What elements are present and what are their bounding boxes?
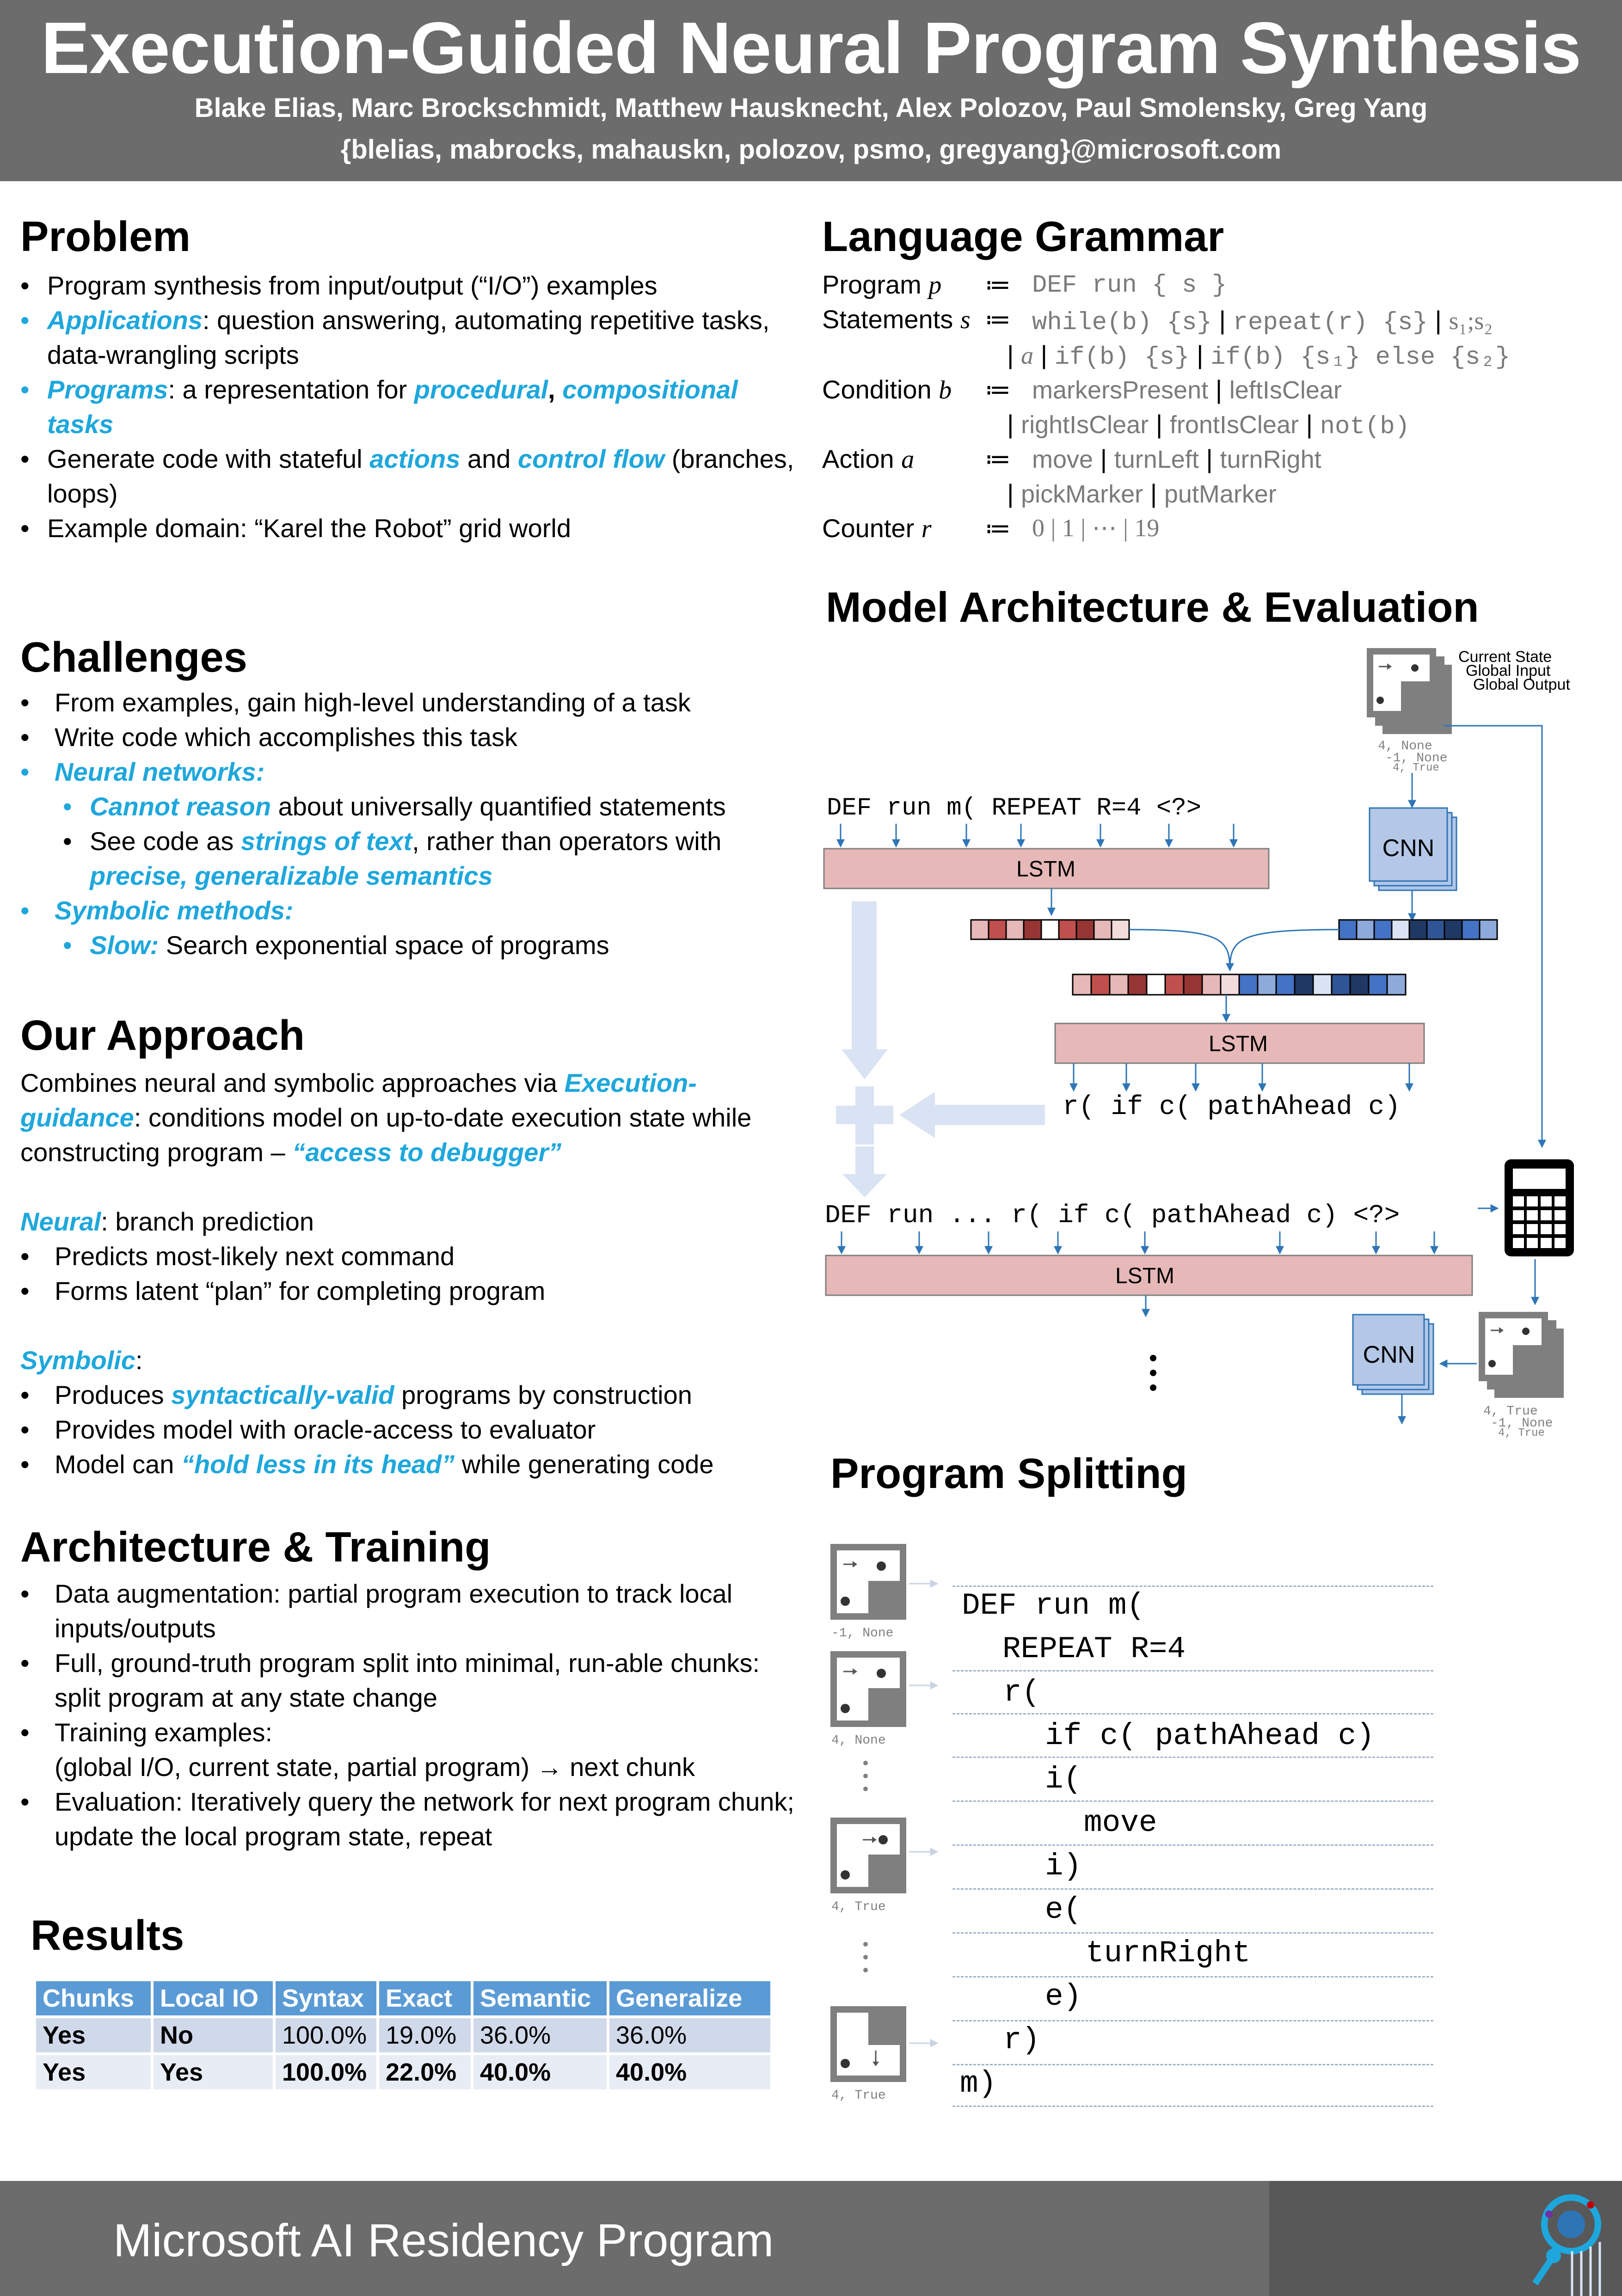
training-section xyxy=(20,1576,802,1854)
table-cell: 40.0% xyxy=(609,2055,770,2089)
split-divider xyxy=(952,2106,1433,2107)
state-grid xyxy=(830,1651,906,1727)
grammar-rule-action-1: move | turnLeft | turnRight xyxy=(1032,444,1321,473)
grammar-label-condition: Condition b xyxy=(822,375,952,404)
challenges-heading: Challenges xyxy=(20,634,247,681)
split-code-line: i) xyxy=(1045,1849,1082,1884)
table-cell: 22.0% xyxy=(379,2055,471,2089)
split-divider xyxy=(952,2020,1433,2021)
output-tokens: r( if c( pathAhead c) xyxy=(1063,1092,1401,1122)
split-code-line: move xyxy=(1084,1806,1157,1840)
split-divider xyxy=(952,1844,1433,1846)
list-item: • Neural networks: xyxy=(20,757,265,786)
table-cell: 19.0% xyxy=(379,2018,471,2052)
state-label: 4, True xyxy=(1483,1404,1538,1419)
label-global-input: Global Input xyxy=(1466,662,1551,680)
split-divider xyxy=(952,1586,1433,1587)
training-heading: Architecture & Training xyxy=(20,1524,491,1571)
code-line-2: DEF run ... r( if c( pathAhead c) <?> xyxy=(825,1200,1400,1230)
table-cell: 100.0% xyxy=(276,2018,376,2052)
table-header: Semantic xyxy=(473,1981,607,2015)
table-header: Exact xyxy=(379,1981,471,2015)
table-cell: Yes xyxy=(36,2018,151,2052)
split-divider xyxy=(952,1932,1433,1934)
split-code-line: i( xyxy=(1045,1762,1082,1797)
table-row xyxy=(36,2018,770,2052)
header-banner xyxy=(0,0,1622,181)
blue-embedding-vector xyxy=(1339,920,1497,939)
approach-heading: Our Approach xyxy=(20,1012,305,1059)
grammar-assign: ≔ xyxy=(985,375,1011,404)
input-arrows-1 xyxy=(841,824,1234,846)
symbolic-label: Symbolic: xyxy=(20,1346,143,1375)
split-divider xyxy=(952,1800,1433,1802)
big-arrow-down-2 xyxy=(842,1146,887,1197)
grammar-label-program: Program p xyxy=(822,270,942,300)
list-item: • Applications: question answering, automating repetitive tasks, data-wrangling scripts xyxy=(20,306,770,369)
list-item: • Generate code with stateful actions and control flow (branches, loops) xyxy=(20,444,794,508)
table-cell: 100.0% xyxy=(276,2055,376,2089)
list-item: • Model can “hold less in its head” while generating code xyxy=(20,1450,714,1479)
state-label: 4, True xyxy=(831,2088,886,2103)
split-divider xyxy=(952,1976,1433,1978)
split-divider xyxy=(952,1670,1433,1671)
grammar-rule-action-2: | pickMarker | putMarker xyxy=(1007,479,1277,508)
grammar-rule-counter: 0 | 1 | ⋯ | 19 xyxy=(1032,514,1160,542)
table-cell: Yes xyxy=(36,2055,151,2089)
split-divider xyxy=(952,1713,1433,1714)
list-item: • Forms latent “plan” for completing program xyxy=(20,1276,546,1305)
grammar-block xyxy=(822,267,1608,554)
footer-text: Microsoft AI Residency Program xyxy=(113,2215,774,2266)
poster-title: Execution-Guided Neural Program Synthesis xyxy=(41,7,1581,89)
state-grid-stack-bottom xyxy=(1479,1312,1564,1398)
input-arrows-2 xyxy=(842,1231,1434,1253)
state-label: 4, True xyxy=(1498,1427,1545,1439)
table-cell: 40.0% xyxy=(473,2055,607,2089)
grammar-rule-statements-1: while(b) {s} | repeat(r) {s} | s₁;s₂ xyxy=(1032,306,1493,337)
grammar-label-counter: Counter r xyxy=(822,514,932,543)
grammar-rule-condition-1: markersPresent | leftIsClear xyxy=(1032,375,1342,404)
grammar-rule-program: DEF run { s } xyxy=(1032,271,1227,300)
state-label: -1, None xyxy=(1491,1416,1553,1431)
big-arrow-down xyxy=(842,901,888,1079)
calculator-icon xyxy=(1505,1159,1574,1256)
split-code-line: e( xyxy=(1045,1892,1082,1927)
table-header: Local IO xyxy=(154,1981,273,2015)
results-table xyxy=(33,1978,773,2092)
list-item: • Training examples: (global I/O, current state, partial program) → next chunk xyxy=(20,1718,695,1782)
table-header: Generalize xyxy=(609,1981,770,2015)
author-list: Blake Elias, Marc Brockschmidt, Matthew Hausknecht, Alex Polozov, Paul Smolensky, Greg Yang xyxy=(194,93,1428,123)
list-item: • Program synthesis from input/output (“I/O”) examples xyxy=(20,271,657,300)
split-code-line: turnRight xyxy=(1086,1936,1251,1971)
table-row xyxy=(36,2055,770,2089)
challenges-section xyxy=(20,685,806,962)
list-item: • Symbolic methods: xyxy=(20,896,294,925)
lstm-label: LSTM xyxy=(1115,1264,1175,1288)
list-item: • Programs: a representation for procedural, compositional tasks xyxy=(20,375,738,439)
state-label: -1, None xyxy=(831,1626,894,1641)
split-state-grids xyxy=(828,1544,957,2117)
output-arrows xyxy=(1074,1063,1409,1090)
table-cell: 36.0% xyxy=(473,2018,607,2052)
table-header-row xyxy=(36,1981,770,2015)
table-header: Chunks xyxy=(36,1981,151,2015)
grammar-rule-condition-2: | rightIsClear | frontIsClear | not(b) xyxy=(1007,410,1410,441)
cnn-label: CNN xyxy=(1363,1341,1415,1368)
grammar-rule-statements-2: | a | if(b) {s} | if(b) {s₁} else {s₂} xyxy=(1007,340,1511,372)
list-item: • Provides model with oracle-access to evaluator xyxy=(20,1415,596,1444)
table-header: Syntax xyxy=(276,1981,376,2015)
list-item: • Write code which accomplishes this task xyxy=(20,722,518,752)
list-item: • Cannot reason about universally quantified statements xyxy=(63,792,726,821)
state-grid-stack-top xyxy=(1367,648,1452,734)
red-embedding-vector xyxy=(971,920,1129,939)
label-global-output: Global Output xyxy=(1473,676,1570,693)
state-grid xyxy=(830,1818,906,1893)
splitting-heading: Program Splitting xyxy=(830,1450,1187,1497)
state-grid xyxy=(830,1544,906,1620)
state-label: -1, None xyxy=(1385,751,1448,765)
list-item: • From examples, gain high-level understanding of a task xyxy=(20,688,691,717)
split-code-line: r) xyxy=(1003,2023,1040,2057)
ellipsis-dots xyxy=(863,1761,868,1791)
split-code-line: r( xyxy=(1003,1675,1040,1710)
grammar-assign: ≔ xyxy=(985,514,1011,543)
ellipsis-dots xyxy=(863,1942,868,1972)
big-plus xyxy=(836,1086,893,1145)
list-item: • See code as strings of text, rather than operators with precise, generalizable semantics xyxy=(63,827,722,890)
table-cell: Yes xyxy=(154,2055,273,2089)
ellipsis-dots xyxy=(1150,1355,1156,1391)
approach-section xyxy=(20,1065,797,1482)
split-code-line: DEF run m( xyxy=(962,1588,1145,1623)
grammar-label-action: Action a xyxy=(822,444,915,474)
list-item: • Data augmentation: partial program execution to track local inputs/outputs xyxy=(20,1579,733,1643)
split-code-line: REPEAT R=4 xyxy=(1002,1632,1186,1666)
big-arrow-left xyxy=(899,1092,1045,1138)
split-code-line: if c( pathAhead c) xyxy=(1045,1719,1375,1753)
list-item: • Slow: Search exponential space of programs xyxy=(63,931,609,960)
architecture-heading: Model Architecture & Evaluation xyxy=(826,584,1479,631)
grammar-heading: Language Grammar xyxy=(822,213,1224,260)
results-heading: Results xyxy=(31,1912,184,1959)
list-item: • Full, ground-truth program split into minimal, run-able chunks: split program at any state change xyxy=(20,1648,760,1712)
approach-intro: Combines neural and symbolic approaches via Execution-guidance: conditions model on up-to-date execution state while constructing program – “access to debugger” xyxy=(20,1068,752,1167)
split-code-line: m) xyxy=(960,2066,997,2101)
label-current-state: Current State xyxy=(1458,648,1552,666)
table-cell: No xyxy=(154,2018,273,2052)
list-item: • Predicts most-likely next command xyxy=(20,1242,455,1271)
state-grid xyxy=(830,2006,906,2082)
state-label: 4, None xyxy=(1378,739,1432,753)
lstm-label: LSTM xyxy=(1016,857,1076,882)
state-label: 4, None xyxy=(831,1733,886,1748)
split-divider xyxy=(952,1888,1433,1890)
neural-label: Neural: branch prediction xyxy=(20,1207,314,1236)
code-line-1: DEF run m( REPEAT R=4 <?> xyxy=(827,794,1202,822)
residency-logo-icon xyxy=(1521,2186,1618,2296)
split-divider xyxy=(952,2064,1433,2065)
grammar-assign: ≔ xyxy=(985,270,1011,299)
results-table-container xyxy=(33,1978,773,2092)
grammar-label-statements: Statements s xyxy=(822,305,971,334)
grammar-assign: ≔ xyxy=(985,444,1011,473)
author-emails: {blelias, mabrocks, mahauskn, polozov, psmo, gregyang}@microsoft.com xyxy=(340,135,1282,165)
state-label: 4, True xyxy=(1393,762,1439,774)
grammar-assign: ≔ xyxy=(985,305,1011,334)
list-item: • Produces syntactically-valid programs by construction xyxy=(20,1380,692,1409)
split-code-line: e) xyxy=(1045,1979,1082,2014)
split-divider xyxy=(952,1757,1433,1758)
list-item: • Example domain: “Karel the Robot” grid world xyxy=(20,514,571,543)
cnn-label: CNN xyxy=(1382,835,1435,862)
problem-heading: Problem xyxy=(20,213,191,260)
list-item: • Evaluation: Iteratively query the network for next program chunk; update the local program state, repeat xyxy=(20,1787,794,1851)
state-label: 4, True xyxy=(831,1900,886,1914)
concat-vector xyxy=(1073,974,1406,995)
table-cell: 36.0% xyxy=(609,2018,770,2052)
problem-section xyxy=(20,268,806,545)
architecture-diagram xyxy=(814,643,1622,1447)
lstm-label: LSTM xyxy=(1208,1032,1268,1056)
